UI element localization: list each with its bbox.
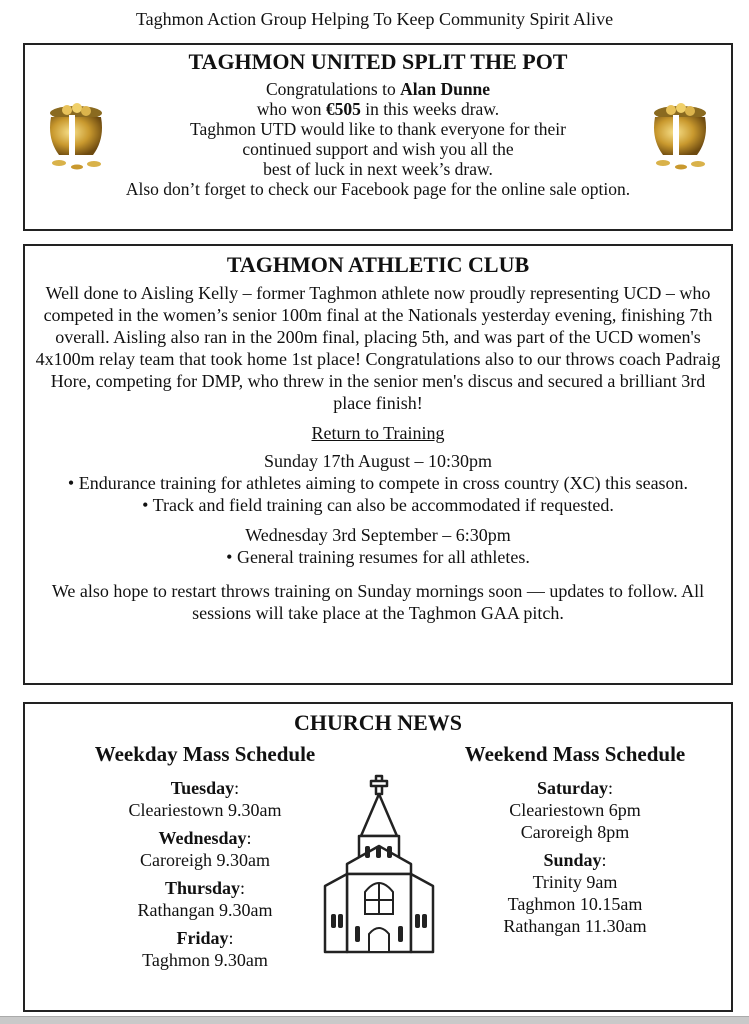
- session2-item1: • General training resumes for all athletes.: [226, 547, 530, 567]
- mass-time: Caroreigh 8pm: [520, 822, 630, 842]
- weekend-heading: Weekend Mass Schedule: [464, 742, 686, 766]
- athletic-paragraph: Well done to Aisling Kelly – former Taghmon athlete now proudly representing UCD – who competed in the women’s senior 100m final at the Nationals yesterday evening, finishing 7th overall. Aisling also ran in the 200m final, placing 5th, and was part of the UCD women's 4x100m relay team that took home 1st place! Congratulations also to our throws coach Padraig Hore, competing for DMP, who threw in the senior men's discus and secured a brilliant 3rd place finish!: [35, 283, 721, 413]
- mass-time: Cleariestown 9.30am: [128, 800, 282, 820]
- weekend-schedule: [425, 742, 725, 943]
- pot-of-gold-icon: [643, 99, 717, 171]
- church-icon: [321, 774, 437, 960]
- return-to-training-heading: Return to Training: [311, 423, 445, 443]
- mass-time: Rathangan 9.30am: [137, 900, 273, 920]
- day-label: Wednesday:: [158, 828, 252, 848]
- day-label: Friday:: [176, 928, 234, 948]
- church-news-title: CHURCH NEWS: [293, 710, 463, 735]
- session1-item1: • Endurance training for athletes aiming to compete in cross country (XC) this season.: [67, 473, 689, 493]
- weekday-schedule: [55, 742, 355, 977]
- page-header: Taghmon Action Group Helping To Keep Community Spirit Alive: [135, 9, 614, 29]
- session1-date: Sunday 17th August – 10:30pm: [263, 451, 492, 471]
- page-bottom-edge: [0, 1016, 749, 1024]
- pot-line1: Congratulations to: [265, 79, 401, 99]
- pot-of-gold-icon: [39, 99, 113, 171]
- day-label: Saturday:: [536, 778, 614, 798]
- prize-amount: €505: [325, 99, 361, 119]
- weekday-heading: Weekday Mass Schedule: [94, 742, 316, 766]
- pot-line6: Also don’t forget to check our Facebook page for the online sale option.: [125, 179, 631, 199]
- athletic-closing: We also hope to restart throws training on Sunday mornings soon — updates to follow. All sessions will take place at the Taghmon GAA pitch.: [51, 581, 705, 623]
- session2-date: Wednesday 3rd September – 6:30pm: [245, 525, 511, 545]
- winner-name: Alan Dunne: [400, 79, 491, 99]
- mass-time: Caroreigh 9.30am: [140, 850, 270, 870]
- pot-line5: best of luck in next week’s draw.: [263, 159, 493, 179]
- pot-line3: Taghmon UTD would like to thank everyone for their: [190, 119, 566, 139]
- split-the-pot-body: [25, 79, 731, 199]
- split-the-pot-title: TAGHMON UNITED SPLIT THE POT: [188, 49, 568, 74]
- pot-line4: continued support and wish you all the: [242, 139, 514, 159]
- day-label: Thursday:: [164, 878, 246, 898]
- mass-time: Taghmon 10.15am: [507, 894, 643, 914]
- day-label: Tuesday:: [170, 778, 240, 798]
- mass-time: Rathangan 11.30am: [503, 916, 647, 936]
- pot-line2-pre: who won: [256, 99, 326, 119]
- mass-time: Trinity 9am: [532, 872, 618, 892]
- mass-time: Cleariestown 6pm: [509, 800, 641, 820]
- church-news-box: [23, 702, 733, 1012]
- mass-time: Taghmon 9.30am: [142, 950, 268, 970]
- athletic-club-title: TAGHMON ATHLETIC CLUB: [226, 252, 530, 277]
- split-the-pot-box: [23, 43, 733, 231]
- athletic-club-box: [23, 244, 733, 685]
- pot-line2-post: in this weeks draw.: [360, 99, 500, 119]
- day-label: Sunday:: [543, 850, 607, 870]
- session1-item2: • Track and field training can also be accommodated if requested.: [142, 495, 614, 515]
